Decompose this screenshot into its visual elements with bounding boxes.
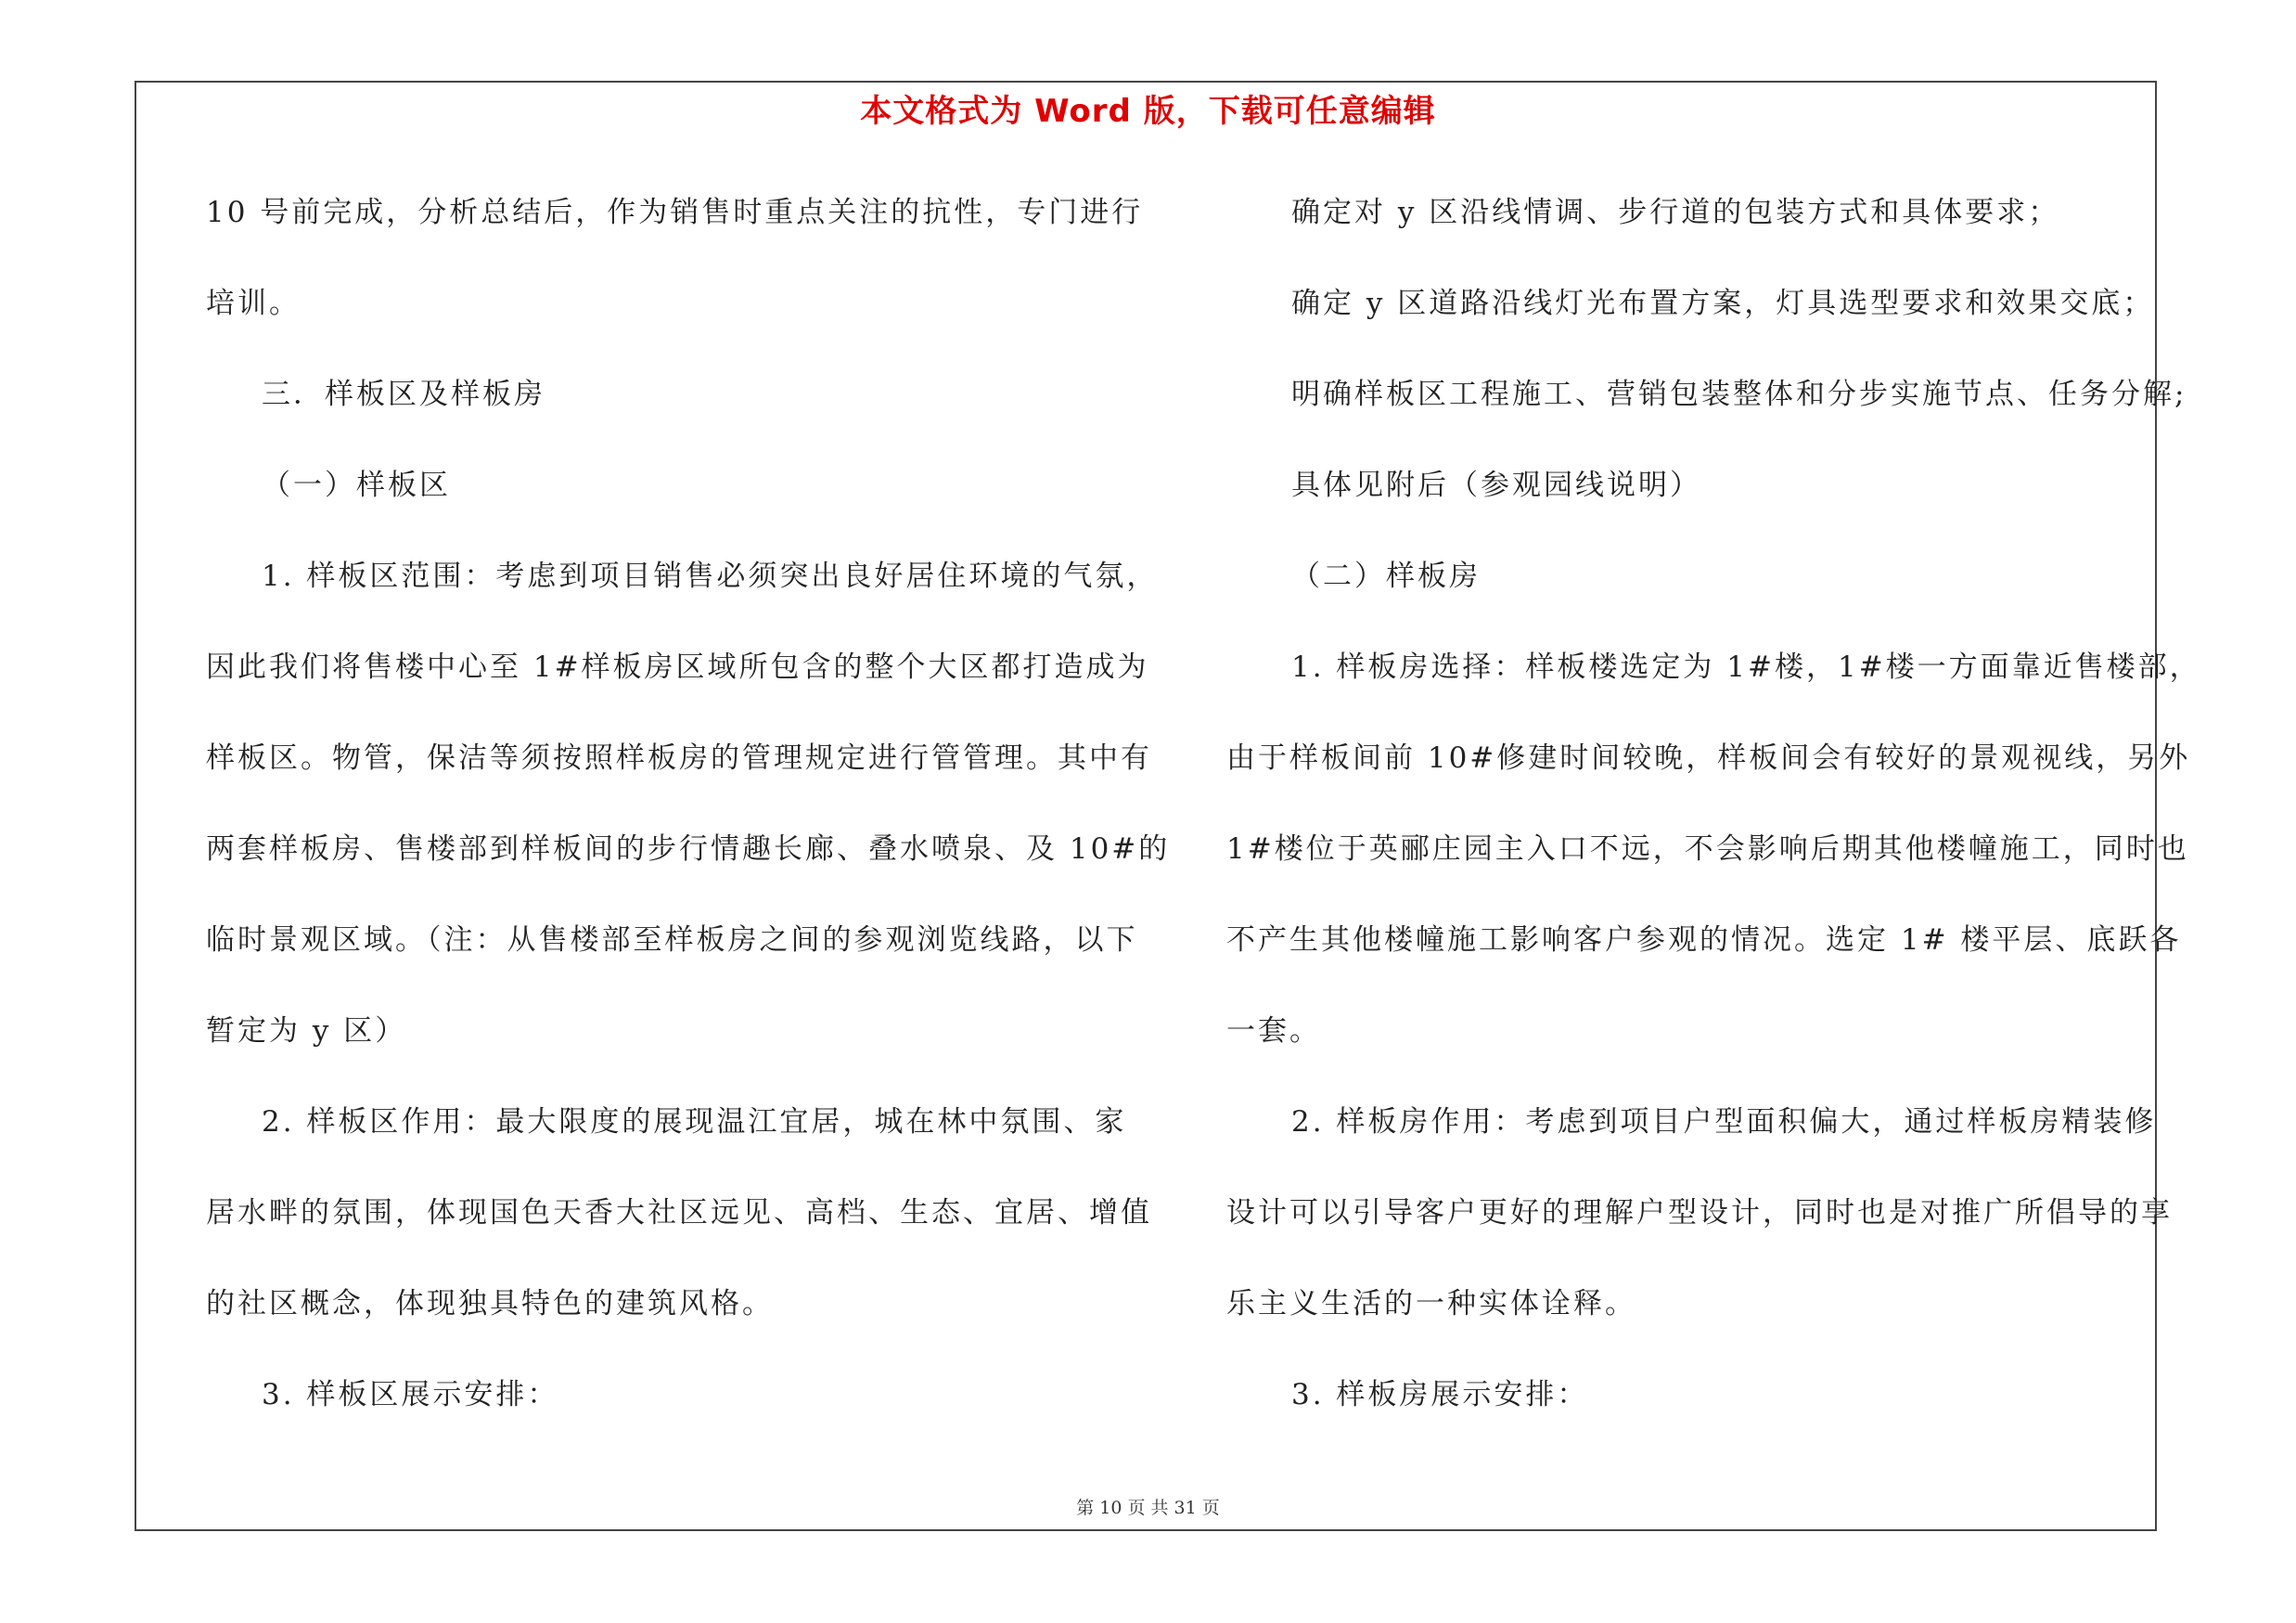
paragraph-line: 暂定为 y 区） [206,1014,407,1048]
paragraph-line: 具体见附后（参观园线说明） [1291,469,1701,502]
left-column [206,167,1171,1440]
paragraph-line: 1#楼位于英郦庄园主入口不远，不会影响后期其他楼幢施工，同时也 [1226,832,2189,866]
paragraph-line: 由于样板间前 10#修建时间较晚，样板间会有较好的景观视线，另外 [1226,741,2191,775]
subsection-heading: （二）样板房 [1291,560,1481,593]
paragraph-line: 样板区。物管，保洁等须按照样板房的管理规定进行管管理。其中有 [206,741,1152,775]
paragraph-line: 因此我们将售楼中心至 1#样板房区域所包含的整个大区都打造成为 [206,650,1149,684]
page-number: 第 10 页 共 31 页 [1076,1498,1220,1518]
right-column [1226,167,2201,1440]
paragraph-line: 居水畔的氛围，体现国色天香大社区远见、高档、生态、宜居、增值 [206,1196,1152,1230]
paragraph-line: 10 号前完成，分析总结后，作为销售时重点关注的抗性，专门进行 [206,196,1144,229]
paragraph-line: 一套。 [1226,1014,1321,1048]
paragraph-line: 明确样板区工程施工、营销包装整体和分步实施节点、任务分解; [1291,378,2187,411]
paragraph-line: 1. 样板房选择：样板楼选定为 1#楼，1#楼一方面靠近售楼部， [1291,650,2201,684]
paragraph-line: 2. 样板房作用：考虑到项目户型面积偏大，通过样板房精装修 [1291,1105,2157,1139]
header-title: 本文格式为 Word 版，下载可任意编辑 [860,93,1436,130]
paragraph-line: 的社区概念，体现独具特色的建筑风格。 [206,1287,774,1320]
paragraph-line: 设计可以引导客户更好的理解户型设计，同时也是对推广所倡导的享 [1226,1196,2173,1230]
paragraph-line: 3. 样板区展示安排： [262,1378,559,1411]
paragraph-line: 不产生其他楼幢施工影响客户参观的情况。选定 1# 楼平层、底跃各 [1226,923,2182,957]
paragraph-line: 3. 样板房展示安排： [1291,1378,1589,1411]
paragraph-line: 乐主义生活的一种实体诠释。 [1226,1287,1636,1320]
paragraph-line: 临时景观区域。（注：从售楼部至样板房之间的参观浏览线路，以下 [206,923,1138,957]
subsection-heading: （一）样板区 [262,469,451,502]
paragraph-line: 1. 样板区范围：考虑到项目销售必须突出良好居住环境的气氛， [262,560,1159,593]
paragraph-line: 培训。 [206,287,301,320]
paragraph-line: 确定 y 区道路沿线灯光布置方案，灯具选型要求和效果交底； [1291,287,2155,320]
paragraph-line: 2. 样板区作用：最大限度的展现温江宜居，城在林中氛围、家 [262,1105,1127,1139]
paragraph-line: 两套样板房、售楼部到样板间的步行情趣长廊、叠水喷泉、及 10#的 [206,832,1171,866]
paragraph-line: 确定对 y 区沿线情调、步行道的包装方式和具体要求； [1291,196,2060,229]
section-heading: 三．样板区及样板房 [262,378,545,411]
